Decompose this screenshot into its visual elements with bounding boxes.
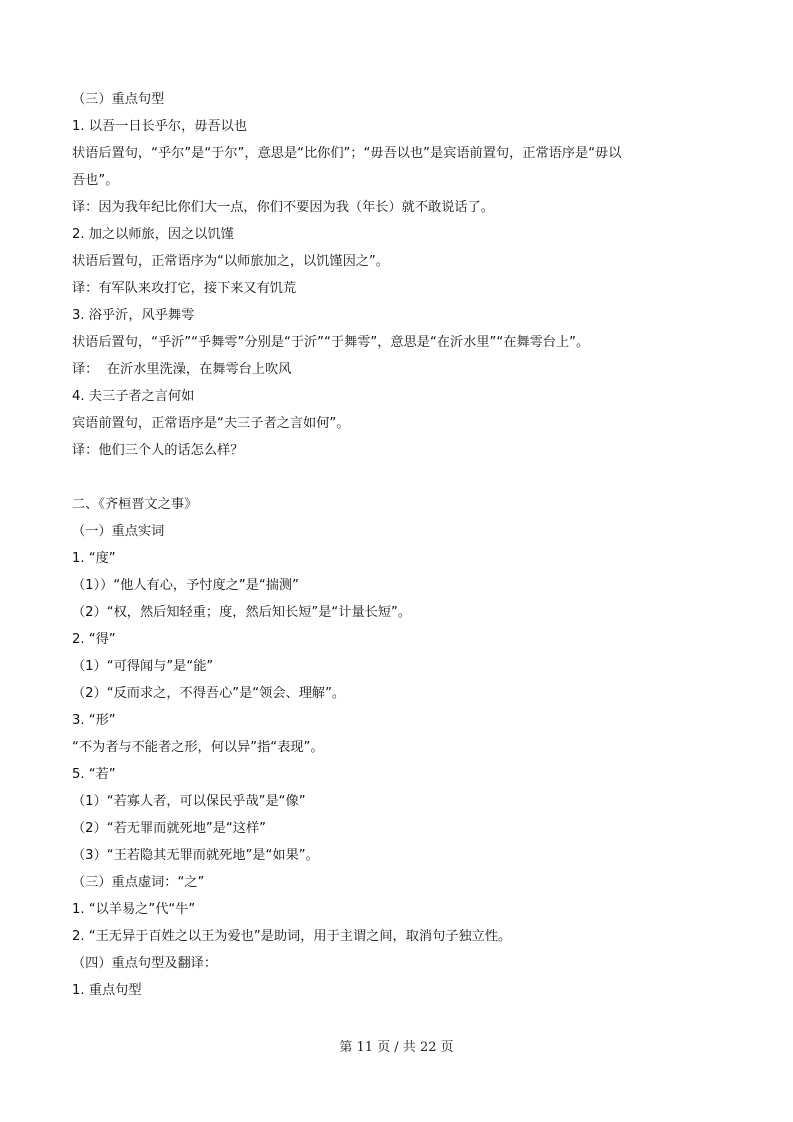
text-line: 1. “以羊易之”代“牛” (72, 902, 196, 917)
text-line: （1）“若寡人者，可以保民乎哉”是“像” (72, 794, 306, 809)
text-line: 2. “得” (72, 632, 116, 647)
text-line: 5. “若” (72, 767, 116, 782)
text-line: 2. 加之以师旅，因之以饥馑 (72, 227, 234, 242)
text-line: （3）“王若隐其无罪而就死地”是“如果”。 (72, 848, 319, 863)
text-line: （2）“反而求之，不得吾心”是“领会、理解”。 (72, 686, 346, 701)
text-line: 1. 以吾一日长乎尔，毋吾以也 (72, 119, 248, 134)
text-line: （1）“可得闻与”是“能” (72, 659, 214, 674)
text-line: 2. “王无异于百姓之以王为爱也”是助词，用于主谓之间，取消句子独立性。 (72, 929, 512, 944)
text-line: 状语后置句，正常语序为“以师旅加之，以饥馑因之”。 (72, 254, 389, 269)
text-line: 吾也”。 (72, 173, 119, 188)
text-line: 二、《齐桓晋文之事》 (72, 497, 198, 512)
text-line: “不为者与不能者之形，何以异”指“表现”。 (72, 740, 324, 755)
text-line: 4. 夫三子者之言何如 (72, 389, 195, 404)
text-line: （四）重点句型及翻译： (72, 956, 218, 971)
text-line: （2）“权，然后知轻重；度，然后知长短”是“计量长短”。 (72, 605, 412, 620)
text-line: 3. 浴乎沂，风乎舞雩 (72, 308, 195, 323)
text-line: 1. 重点句型 (72, 983, 142, 998)
text-line: 译： 在沂水里洗澡，在舞雩台上吹风 (72, 362, 292, 377)
text-line: （三）重点句型 (72, 92, 165, 107)
text-line: （三）重点虚词：“之” (72, 875, 205, 890)
text-line: 1. “度” (72, 551, 116, 566)
text-line: 状语后置句，“乎沂”“乎舞雩”分别是“于沂”“于舞雩”，意思是“在沂水里”“在舞雩台上”。 (72, 335, 590, 350)
text-line: 状语后置句，“乎尔”是“于尔”，意思是“比你们”；“毋吾以也”是宾语前置句，正常语序是“毋以 (72, 146, 622, 161)
text-line: 译：因为我年纪比你们大一点，你们不要因为我（年长）就不敢说话了。 (72, 200, 494, 215)
text-line: 译：他们三个人的话怎么样？ (72, 443, 244, 458)
text-line: （一）重点实词 (72, 524, 165, 539)
text-line: （1））“他人有心，予忖度之”是“揣测” (72, 578, 299, 593)
document-body (72, 89, 732, 1001)
text-line: （2）“若无罪而就死地”是“这样” (72, 821, 266, 836)
text-line: 3. “形” (72, 713, 116, 728)
blank-line (72, 467, 732, 488)
text-line: 宾语前置句，正常语序是“夫三子者之言如何”。 (72, 416, 350, 431)
text-line: 译：有军队来攻打它，接下来又有饥荒 (72, 281, 297, 296)
page-footer: 第 11 页 / 共 22 页 (339, 1040, 454, 1055)
